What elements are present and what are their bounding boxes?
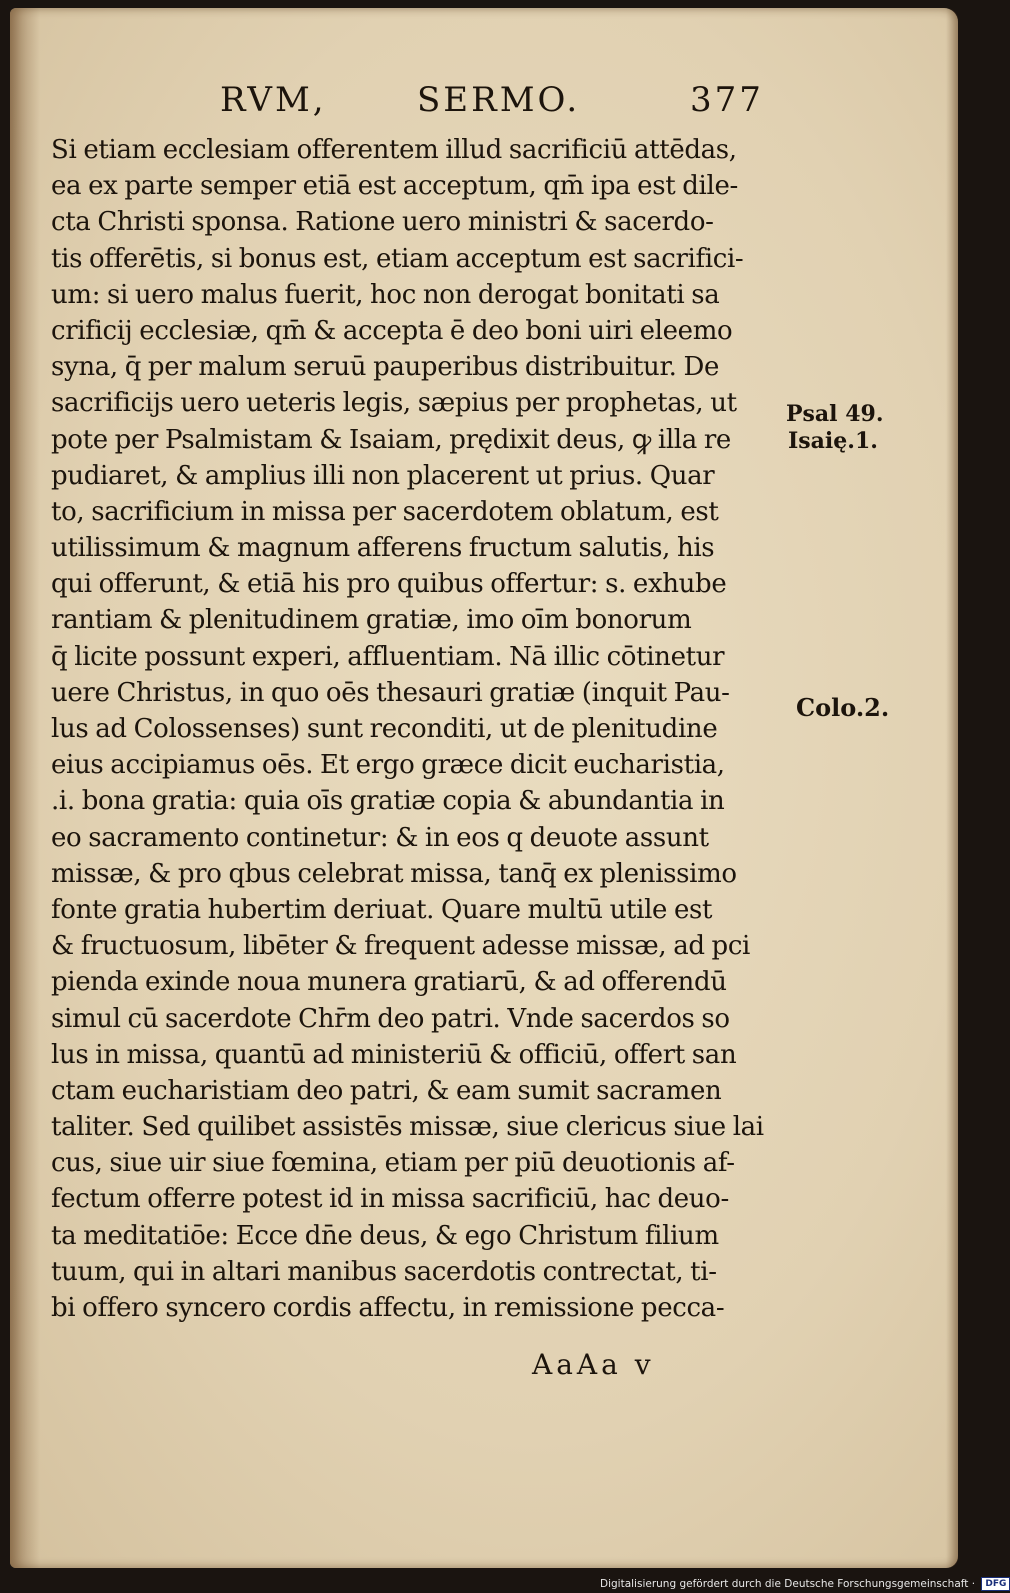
marginal-note-colossians: Colo.2.: [796, 693, 890, 722]
funding-credit: Digitalisierung gefördert durch die Deutsche Forschungsgemeinschaft ·: [600, 1578, 976, 1590]
text-line: bi offero syncero cordis affectu, in remissione pecca-: [51, 1293, 725, 1323]
marginal-note-psalm: Psal 49.: [786, 401, 884, 427]
text-line: pudiaret, & amplius illi non placerent ut prius. Quar: [51, 460, 715, 491]
book-page: [10, 8, 958, 1568]
text-line: qui offerunt, & etiā his pro quibus offertur: s. exhube: [51, 569, 727, 600]
page-edge-shadow: [946, 8, 958, 1568]
text-line: crificij ecclesiæ, qm̄ & accepta ē deo boni uiri eleemo: [51, 315, 733, 346]
page-header: [10, 78, 958, 128]
running-title-right: SERMO.: [417, 80, 581, 120]
text-line: cta Christi sponsa. Ratione uero ministri & sacerdo-: [51, 207, 714, 238]
text-line: to, sacrificium in missa per sacerdotem oblatum, est: [51, 496, 719, 527]
text-line: rantiam & plenitudinem gratiæ, imo oīm bonorum: [51, 605, 692, 636]
body-text: [51, 132, 791, 1326]
marginal-note-isaiah: Isaię.1.: [788, 428, 878, 454]
page-number: 377: [690, 80, 764, 120]
text-line: Si etiam ecclesiam offerentem illud sacrificiū attēdas,: [51, 135, 737, 165]
text-line: fectum offerre potest id in missa sacrificiū, hac deuo-: [51, 1184, 729, 1215]
text-line: pote per Psalmistam & Isaiam, prędixit deus, ꝙ illa re: [51, 424, 731, 455]
running-title-left: RVM,: [220, 80, 327, 120]
text-line: pienda exinde noua munera gratiarū, & ad offerendū: [51, 967, 727, 998]
text-line: sacrificijs uero ueteris legis, sæpius per prophetas, ut: [51, 388, 737, 419]
text-line: ctam eucharistiam deo patri, & eam sumit sacramen: [51, 1075, 722, 1106]
text-line: & fructuosum, libēter & frequent adesse missæ, ad pci: [51, 931, 751, 962]
text-line: tuum, qui in altari manibus sacerdotis contrectat, ti-: [51, 1256, 717, 1287]
text-line: tis offerētis, si bonus est, etiam acceptum est sacrifici-: [51, 243, 744, 274]
dfg-logo: DFG: [981, 1577, 1010, 1591]
text-line: cus, siue uir siue fœmina, etiam per piū deuotionis af-: [51, 1148, 735, 1179]
text-line: taliter. Sed quilibet assistēs missæ, siue clericus siue lai: [51, 1112, 764, 1143]
page-gutter-shadow: [10, 8, 40, 1568]
text-line: uere Christus, in quo oēs thesauri gratiæ (inquit Pau-: [51, 677, 730, 708]
text-line: ea ex parte semper etiā est acceptum, qm̄ ipa est dile-: [51, 171, 738, 202]
text-line: eius accipiamus oēs. Et ergo græce dicit eucharistia,: [51, 750, 725, 781]
text-line: syna, q̄ per malum seruū pauperibus distribuitur. De: [51, 352, 720, 383]
text-line: ta meditatiōe: Ecce dn̄e deus, & ego Christum filium: [51, 1220, 719, 1251]
digitization-footer: [600, 1575, 1007, 1593]
text-line: lus in missa, quantū ad ministeriū & officiū, offert san: [51, 1039, 737, 1070]
signature-mark: AaAa v: [532, 1348, 655, 1381]
text-line: missæ, & pro qbus celebrat missa, tanq̄ ex plenissimo: [51, 858, 737, 889]
text-line: utilissimum & magnum afferens fructum salutis, his: [51, 533, 715, 564]
text-line: simul cū sacerdote Chr̄m deo patri. Vnde sacerdos so: [51, 1003, 730, 1034]
text-line: fonte gratia hubertim deriuat. Quare multū utile est: [51, 894, 713, 925]
text-line: .i. bona gratia: quia oīs gratiæ copia & abundantia in: [51, 786, 725, 817]
text-line: lus ad Colossenses) sunt reconditi, ut de plenitudine: [51, 714, 718, 744]
text-line: um: si uero malus fuerit, hoc non derogat bonitati sa: [51, 279, 720, 310]
text-line: q̄ licite possunt experi, affluentiam. Nā illic cōtinetur: [51, 641, 725, 672]
text-line: eo sacramento continetur: & in eos q deuote assunt: [51, 822, 709, 853]
